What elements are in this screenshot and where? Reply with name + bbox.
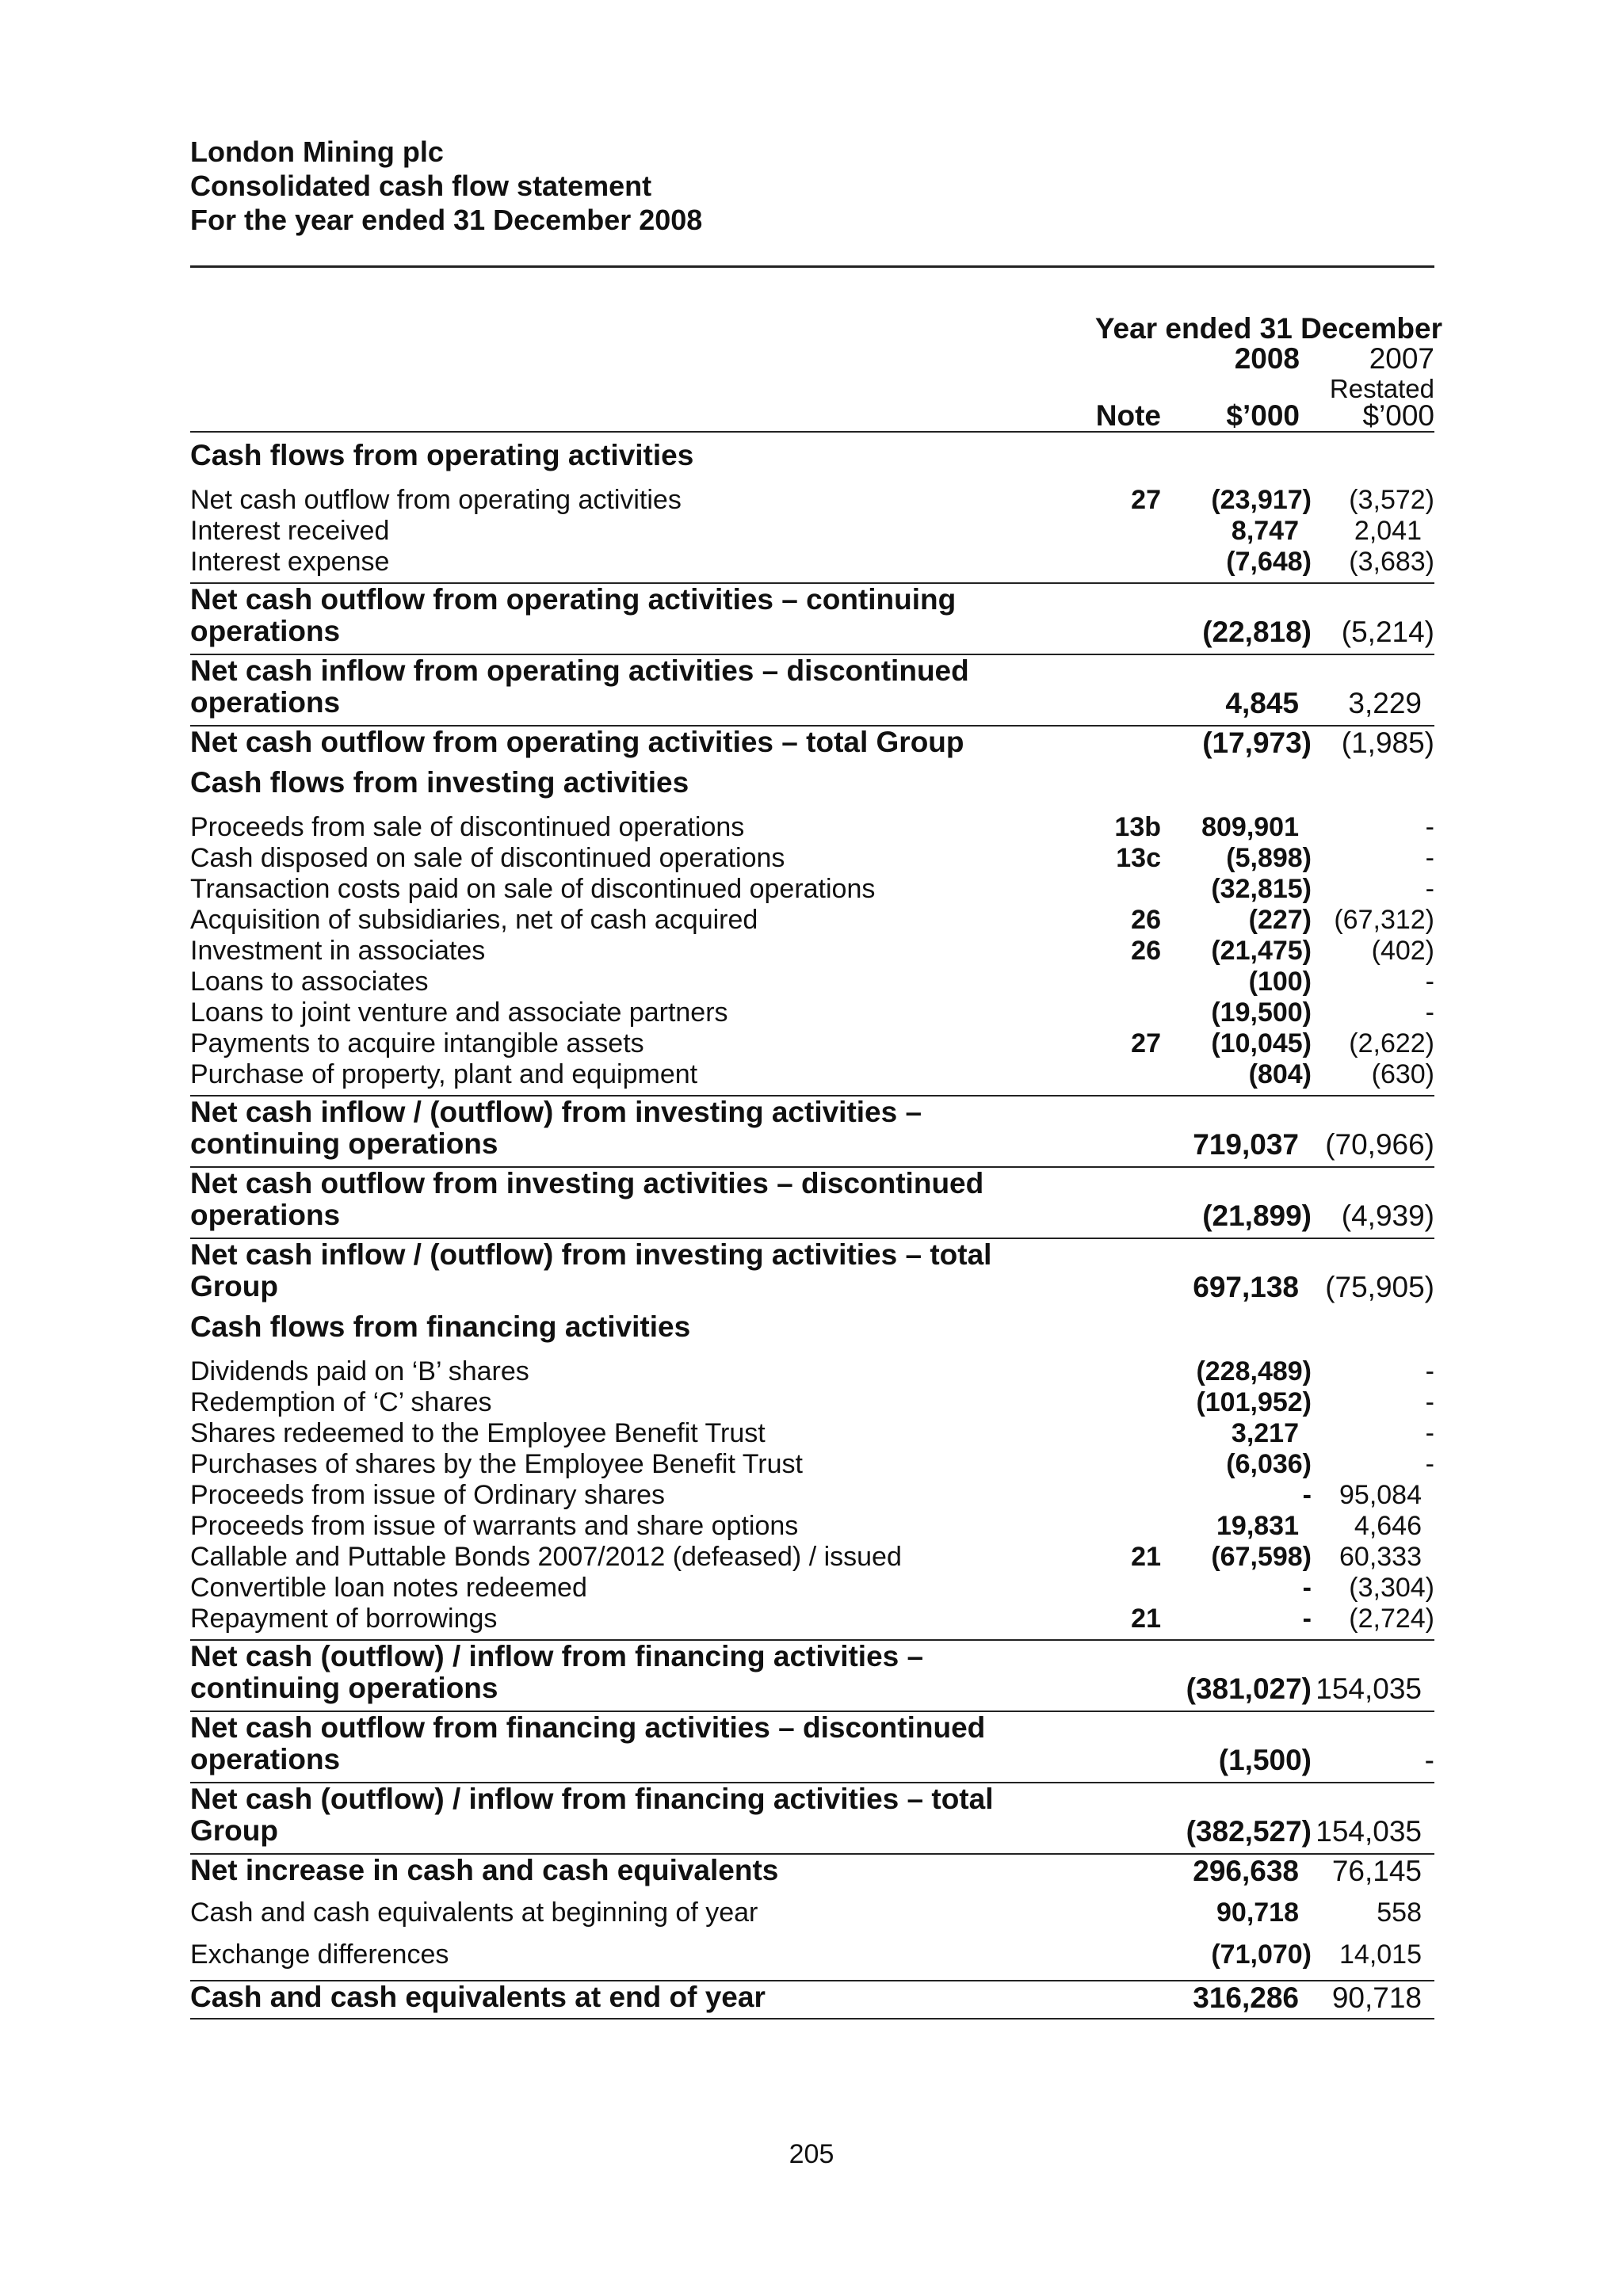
financing-group-total-2007: 154,035 xyxy=(1316,1815,1422,1848)
financing-row xyxy=(190,1449,1434,1480)
operating-continuing-total-label: Net cash outflow from operating activities – continuing operations xyxy=(190,583,957,647)
financing-row xyxy=(190,1418,1434,1449)
investing-row-label: Loans to joint venture and associate partners xyxy=(190,997,728,1028)
financing-row-2007: - xyxy=(1425,1449,1434,1479)
financing-row-2008: - xyxy=(1302,1604,1312,1634)
financing-continuing-total-2008: (381,027) xyxy=(1186,1672,1312,1705)
investing-group-total-label: Net cash inflow / (outflow) from investing activities – total Group xyxy=(190,1238,992,1302)
investing-group-total-2007: (75,905) xyxy=(1325,1271,1434,1303)
cash-end-year-2007: 90,718 xyxy=(1331,1981,1422,2014)
exchange-differences-2007: 14,015 xyxy=(1339,1939,1422,1970)
financing-row-2007: - xyxy=(1425,1387,1434,1417)
financing-row-2007: 60,333 xyxy=(1339,1542,1422,1572)
financing-continuing-total-2007: 154,035 xyxy=(1316,1672,1422,1705)
investing-row-note: 26 xyxy=(1131,905,1161,935)
statement-body xyxy=(190,439,1434,2019)
operating-discontinued-total-2008: 4,845 xyxy=(1225,687,1299,719)
operating-continuing-total-2007: (5,214) xyxy=(1341,616,1434,648)
financing-row xyxy=(190,1387,1434,1418)
financing-row-label: Repayment of borrowings xyxy=(190,1604,498,1634)
financing-row-2008: - xyxy=(1302,1573,1312,1603)
financing-row-note: 21 xyxy=(1131,1542,1161,1572)
investing-row xyxy=(190,874,1434,905)
investing-row-label: Cash disposed on sale of discontinued operations xyxy=(190,843,785,873)
investing-row-2007: - xyxy=(1425,967,1434,997)
investing-row-2007: - xyxy=(1425,997,1434,1028)
year-ended-heading: Year ended 31 December xyxy=(1094,312,1442,345)
operating-group-total-2008: (17,973) xyxy=(1202,727,1312,759)
investing-group-total xyxy=(190,1238,1434,1302)
exchange-differences-2008: (71,070) xyxy=(1211,1939,1312,1970)
investing-continuing-total-2007: (70,966) xyxy=(1325,1128,1434,1161)
investing-row xyxy=(190,1028,1434,1059)
col-note-heading: Note xyxy=(1095,399,1161,432)
investing-row-2007: - xyxy=(1425,843,1434,873)
operating-discontinued-total-2007: 3,229 xyxy=(1348,687,1422,719)
net-increase-cash-label: Net increase in cash and cash equivalents xyxy=(190,1854,779,1886)
investing-discontinued-total-2007: (4,939) xyxy=(1341,1199,1434,1232)
cash-beginning-year-2007: 558 xyxy=(1377,1897,1422,1928)
column-headers xyxy=(190,312,1442,432)
investing-group-total-2008: 697,138 xyxy=(1193,1271,1299,1303)
operating-row xyxy=(190,547,1434,578)
operating-row-label: Interest expense xyxy=(190,547,390,577)
closing-divider xyxy=(190,2018,1434,2019)
operating-row xyxy=(190,516,1434,547)
investing-row-2008: (5,898) xyxy=(1226,843,1312,873)
financing-row-2008: - xyxy=(1302,1480,1312,1510)
investing-row-2008: (21,475) xyxy=(1211,936,1312,966)
operating-row-note: 27 xyxy=(1131,485,1161,515)
investing-continuing-total-label: Net cash inflow / (outflow) from investing activities – continuing operations xyxy=(190,1096,922,1160)
financing-discontinued-total xyxy=(190,1711,1434,1775)
investing-row-2008: (32,815) xyxy=(1211,874,1312,904)
exchange-differences xyxy=(190,1939,1434,1970)
col-2007-restated: Restated xyxy=(1329,374,1434,403)
operating-row-2008: 8,747 xyxy=(1231,516,1299,546)
investing-row xyxy=(190,843,1434,874)
operating-continuing-total-2008: (22,818) xyxy=(1202,616,1312,648)
col-2008-unit: $’000 xyxy=(1226,399,1300,432)
investing-discontinued-total xyxy=(190,1166,1434,1231)
operating-row xyxy=(190,485,1434,516)
financing-heading: Cash flows from financing activities xyxy=(190,1310,691,1343)
col-2007-year: 2007 xyxy=(1369,342,1434,375)
investing-row-note: 13b xyxy=(1114,812,1161,842)
investing-continuing-total xyxy=(190,1095,1434,1160)
cash-beginning-year-2008: 90,718 xyxy=(1216,1897,1299,1928)
investing-row-2008: (227) xyxy=(1248,905,1312,935)
net-increase-cash-2007: 76,145 xyxy=(1331,1855,1422,1887)
investing-row xyxy=(190,997,1434,1028)
investing-row-label: Proceeds from sale of discontinued operations xyxy=(190,812,745,842)
investing-row xyxy=(190,936,1434,967)
cash-beginning-year-label: Cash and cash equivalents at beginning of year xyxy=(190,1897,758,1928)
operating-row-label: Net cash outflow from operating activities xyxy=(190,485,682,515)
financing-row-2008: (228,489) xyxy=(1196,1356,1312,1386)
financing-row-2007: - xyxy=(1425,1418,1434,1448)
financing-row-2008: 19,831 xyxy=(1216,1511,1299,1541)
investing-row-label: Investment in associates xyxy=(190,936,486,966)
financing-row-label: Convertible loan notes redeemed xyxy=(190,1573,587,1603)
operating-row-2008: (23,917) xyxy=(1211,485,1312,515)
financing-row-2007: - xyxy=(1425,1356,1434,1386)
investing-row-2007: (2,622) xyxy=(1349,1028,1434,1058)
financing-row xyxy=(190,1542,1434,1573)
financing-row-note: 21 xyxy=(1131,1604,1161,1634)
cash-flow-page xyxy=(190,135,1442,2019)
operating-group-total xyxy=(190,725,1434,758)
investing-discontinued-total-2008: (21,899) xyxy=(1202,1199,1312,1232)
investing-continuing-total-2008: 719,037 xyxy=(1193,1128,1299,1161)
financing-row-label: Proceeds from issue of warrants and share options xyxy=(190,1511,799,1541)
financing-row-2008: (67,598) xyxy=(1211,1542,1312,1572)
page-number: 205 xyxy=(789,2139,834,2169)
financing-discontinued-total-2008: (1,500) xyxy=(1218,1744,1312,1776)
investing-row-2007: - xyxy=(1425,874,1434,904)
financing-row-label: Redemption of ‘C’ shares xyxy=(190,1387,492,1417)
statement-title: Consolidated cash flow statement xyxy=(190,170,652,202)
col-2007-unit: $’000 xyxy=(1362,399,1434,432)
financing-row-label: Dividends paid on ‘B’ shares xyxy=(190,1356,529,1386)
financing-group-total xyxy=(190,1782,1434,1847)
financing-row-label: Proceeds from issue of Ordinary shares xyxy=(190,1480,666,1510)
investing-row-label: Acquisition of subsidiaries, net of cash acquired xyxy=(190,905,758,935)
financing-row-2007: 4,646 xyxy=(1354,1511,1422,1541)
cash-beginning-year xyxy=(190,1897,1434,1928)
financing-row-2008: (101,952) xyxy=(1196,1387,1312,1417)
investing-row xyxy=(190,1059,1434,1090)
financing-row-label: Callable and Puttable Bonds 2007/2012 (defeased) / issued xyxy=(190,1542,902,1572)
investing-row xyxy=(190,812,1434,843)
investing-row-2007: (630) xyxy=(1371,1059,1434,1089)
financing-row xyxy=(190,1573,1434,1604)
financing-group-total-2008: (382,527) xyxy=(1186,1815,1312,1848)
investing-row-2007: (402) xyxy=(1371,936,1434,966)
net-increase-cash xyxy=(190,1853,1434,1886)
operating-heading: Cash flows from operating activities xyxy=(190,439,694,471)
investing-row-2007: (67,312) xyxy=(1334,905,1434,935)
operating-row-2007: (3,683) xyxy=(1349,547,1434,577)
operating-row-2007: (3,572) xyxy=(1349,485,1434,515)
col-2008-year: 2008 xyxy=(1234,342,1300,375)
operating-group-total-2007: (1,985) xyxy=(1341,727,1434,759)
financing-row xyxy=(190,1356,1434,1387)
operating-row-2008: (7,648) xyxy=(1226,547,1312,577)
investing-row-note: 26 xyxy=(1131,936,1161,966)
investing-row-label: Purchase of property, plant and equipment xyxy=(190,1059,698,1089)
investing-discontinued-total-label: Net cash outflow from investing activities – discontinued operations xyxy=(190,1167,984,1231)
investing-row-2008: (100) xyxy=(1248,967,1312,997)
investing-row-label: Transaction costs paid on sale of discontinued operations xyxy=(190,874,876,904)
investing-row xyxy=(190,967,1434,997)
operating-discontinued-total-label: Net cash inflow from operating activities – discontinued operations xyxy=(190,654,969,719)
investing-heading: Cash flows from investing activities xyxy=(190,766,689,799)
investing-row-note: 13c xyxy=(1116,843,1161,873)
cash-end-year-2008: 316,286 xyxy=(1193,1981,1299,2014)
financing-row-2007: 95,084 xyxy=(1339,1480,1422,1510)
financing-continuing-total-label: Net cash (outflow) / inflow from financing activities – continuing operations xyxy=(190,1640,924,1704)
statement-period: For the year ended 31 December 2008 xyxy=(190,204,703,236)
investing-row-2007: - xyxy=(1425,812,1434,842)
operating-continuing-total xyxy=(190,582,1434,647)
operating-group-total-label: Net cash outflow from operating activities – total Group xyxy=(190,726,964,758)
net-increase-cash-2008: 296,638 xyxy=(1193,1855,1299,1887)
cash-end-year-label: Cash and cash equivalents at end of year xyxy=(190,1981,766,2013)
financing-row-2007: (3,304) xyxy=(1349,1573,1434,1603)
financing-group-total-label: Net cash (outflow) / inflow from financing activities – total Group xyxy=(190,1783,994,1847)
investing-row xyxy=(190,905,1434,936)
financing-row-2008: 3,217 xyxy=(1231,1418,1299,1448)
financing-discontinued-total-2007: - xyxy=(1424,1744,1434,1776)
company-name: London Mining plc xyxy=(190,135,444,168)
cash-end-year xyxy=(190,1980,1434,2013)
financing-row xyxy=(190,1480,1434,1511)
investing-row-2008: (804) xyxy=(1248,1059,1312,1089)
investing-row-label: Loans to associates xyxy=(190,967,429,997)
financing-continuing-total xyxy=(190,1639,1434,1704)
investing-row-2008: (19,500) xyxy=(1211,997,1312,1028)
investing-row-2008: 809,901 xyxy=(1201,812,1299,842)
financing-discontinued-total-label: Net cash outflow from financing activities – discontinued operations xyxy=(190,1711,986,1775)
financing-row xyxy=(190,1604,1434,1634)
investing-row-note: 27 xyxy=(1131,1028,1161,1058)
operating-row-label: Interest received xyxy=(190,516,390,546)
financing-row-2007: (2,724) xyxy=(1349,1604,1434,1634)
operating-row-2007: 2,041 xyxy=(1354,516,1422,546)
investing-row-2008: (10,045) xyxy=(1211,1028,1312,1058)
investing-row-label: Payments to acquire intangible assets xyxy=(190,1028,644,1058)
operating-discontinued-total xyxy=(190,654,1434,719)
financing-row-label: Shares redeemed to the Employee Benefit Trust xyxy=(190,1418,766,1448)
financing-row xyxy=(190,1511,1434,1542)
financing-row-label: Purchases of shares by the Employee Benefit Trust xyxy=(190,1449,803,1479)
financing-row-2008: (6,036) xyxy=(1226,1449,1312,1479)
header-divider xyxy=(190,265,1434,268)
exchange-differences-label: Exchange differences xyxy=(190,1939,449,1970)
